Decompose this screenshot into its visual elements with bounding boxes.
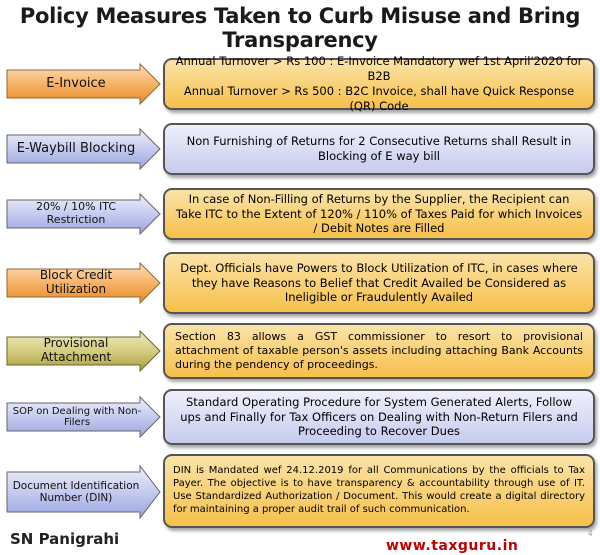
din-label: Document Identification Number (DIN): [12, 479, 140, 504]
provisional-attachment-box: [163, 323, 595, 379]
e-invoice-line-2: Annual Turnover > Rs 500 : B2C Invoice, shall have Quick Response (QR) Code: [183, 84, 575, 113]
block-credit-box: [163, 252, 595, 314]
sop-non-filers-arrow: [6, 397, 160, 437]
row-e-waybill: [0, 121, 600, 177]
e-waybill-label: E-Waybill Blocking: [16, 140, 136, 156]
e-invoice-line-1: Annual Turnover > Rs 100 : E-Invoice Mandatory wef 1st April'2020 for B2B: [175, 54, 583, 84]
itc-restriction-arrow: [6, 194, 160, 234]
e-invoice-arrow: [6, 64, 160, 104]
page-number: 4: [588, 529, 593, 538]
din-text: DIN is Mandated wef 24.12.2019 for all Communications by the officials to Tax Payer. The objective is to have transparency & accountability through use of IT. Use Standardized Authorization / Document. This would create a digital directory for maintaining a proper audit trail of such communication.: [173, 465, 585, 515]
e-invoice-text: [175, 54, 583, 114]
sop-non-filers-text: Standard Operating Procedure for System Generated Alerts, Follow ups and Finally for Tax Officers on Dealing with Non-Return Filers and Proceeding to Recover Dues: [180, 394, 578, 439]
provisional-attachment-label: Provisional Attachment: [40, 336, 112, 364]
itc-restriction-box: [163, 188, 595, 240]
provisional-attachment-text: Section 83 allows a GST commissioner to resort to provisional attachment of taxable person's assets including attaching Bank Accounts during the pendency of proceedings.: [175, 329, 583, 372]
e-waybill-text: Non Furnishing of Returns for 2 Consecutive Returns shall Result in Blocking of E way bill: [186, 134, 572, 163]
e-invoice-label: E-Invoice: [46, 75, 106, 91]
e-invoice-box: [163, 54, 595, 113]
row-e-invoice: [0, 56, 600, 112]
author-name: SN Panigrahi: [10, 530, 120, 548]
page-title: Policy Measures Taken to Curb Misuse and Bring Transparency: [19, 4, 581, 52]
block-credit-arrow: [6, 263, 160, 303]
din-arrow: [6, 466, 160, 518]
row-block-credit: [0, 251, 600, 315]
din-box: [163, 454, 595, 528]
itc-restriction-text: In case of Non-Filling of Returns by the Supplier, the Recipient can Take ITC to the Extent of 120% / 110% of Taxes Paid for which Invoices / Debit Notes are Filled: [175, 191, 583, 236]
block-credit-text: Dept. Officials have Powers to Block Utilization of ITC, in cases where they have Reasons to Belief that Credit Availed be Considered as Ineligible or Fraudulently Availed: [180, 260, 578, 305]
website-link[interactable]: www.taxguru.in: [386, 538, 519, 554]
e-waybill-box: [163, 123, 595, 175]
row-provisional-attachment: [0, 322, 600, 380]
sop-non-filers-box: [163, 389, 595, 445]
row-din: [0, 454, 600, 530]
row-sop-non-filers: [0, 388, 600, 446]
row-itc-restriction: [0, 186, 600, 242]
itc-restriction-label: 20% / 10% ITC Restriction: [35, 200, 117, 226]
block-credit-label: Block Credit Utilization: [39, 268, 113, 296]
provisional-attachment-arrow: [6, 331, 160, 371]
sop-non-filers-label: SOP on Dealing with Non-Filers: [12, 405, 142, 428]
e-waybill-arrow: [6, 129, 160, 169]
